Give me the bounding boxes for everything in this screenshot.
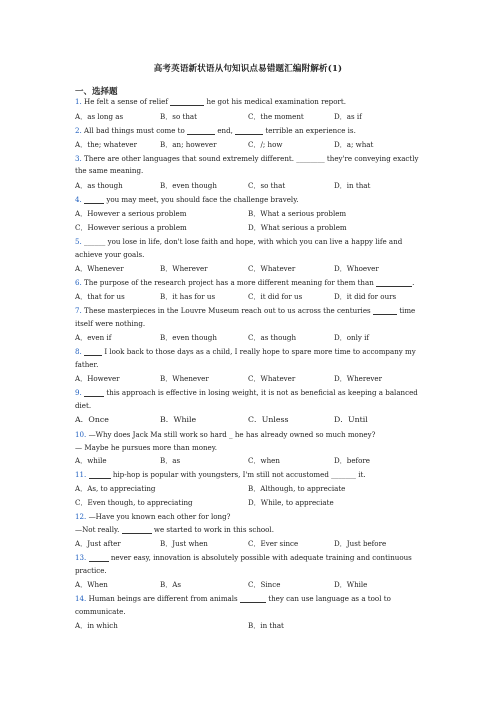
- question-1: 1. He felt a sense of relief he got his medical examination report.: [75, 97, 346, 106]
- option-a[interactable]: A．while: [75, 456, 107, 465]
- question-13: 13. never easy, innovation is absolutely possible with adequate training and continuous: [75, 553, 412, 562]
- option-c[interactable]: C．it did for us: [248, 292, 303, 301]
- answer-blank: [89, 554, 109, 562]
- option-a[interactable]: A．When: [75, 580, 108, 589]
- option-a[interactable]: A．Whenever: [75, 264, 124, 273]
- option-a[interactable]: A．as though: [75, 181, 123, 190]
- option-b[interactable]: B．Although, to appreciate: [248, 484, 346, 493]
- option-d[interactable]: D．Until: [334, 415, 368, 424]
- question-8: 8. I look back to those days as a child, I really hope to spare more time to accompany my: [75, 347, 416, 356]
- option-d[interactable]: D．a; what: [334, 140, 374, 149]
- option-b[interactable]: B．an; however: [160, 140, 217, 149]
- option-c[interactable]: C．so that: [248, 181, 286, 190]
- answer-blank: [84, 196, 104, 204]
- question-7: 7. These masterpieces in the Louvre Museum reach out to us across the centuries time: [75, 306, 416, 315]
- option-b[interactable]: B．While: [160, 415, 197, 424]
- option-c[interactable]: C．the moment: [248, 112, 304, 121]
- option-b[interactable]: B．Just when: [160, 539, 208, 548]
- answer-blank: [84, 389, 104, 397]
- answer-blank: [240, 595, 266, 603]
- section-heading: 一、选择题: [75, 87, 118, 97]
- option-d[interactable]: D．in that: [334, 181, 371, 190]
- option-b[interactable]: B．Wherever: [160, 264, 208, 273]
- answer-blank: [235, 127, 263, 135]
- question-12-cont: —Not really. we started to work in this school.: [75, 525, 274, 534]
- option-a[interactable]: A．the; whatever: [75, 140, 137, 149]
- question-5: 5. ______ you lose in life, don't lose faith and hope, with which you can live a happy life and: [75, 237, 403, 246]
- option-a[interactable]: A．even if: [75, 333, 112, 342]
- option-c[interactable]: C．Whatever: [248, 264, 296, 273]
- question-9-cont: diet.: [75, 401, 92, 410]
- answer-blank: [122, 526, 152, 534]
- option-c[interactable]: C．/; how: [248, 140, 283, 149]
- option-d[interactable]: D．Wherever: [334, 374, 383, 383]
- option-c[interactable]: C．Whatever: [248, 374, 296, 383]
- answer-blank: [376, 279, 412, 287]
- option-a[interactable]: A．Once: [75, 415, 109, 424]
- option-b[interactable]: B．it has for us: [160, 292, 216, 301]
- answer-blank: [373, 307, 397, 315]
- option-b[interactable]: B．As: [160, 580, 182, 589]
- question-10-cont: — Maybe he pursues more than money.: [75, 443, 218, 452]
- option-a[interactable]: A．that for us: [75, 292, 125, 301]
- question-5-cont: achieve your goals.: [75, 250, 145, 259]
- option-d[interactable]: D．only if: [334, 333, 370, 342]
- option-d[interactable]: D．as if: [334, 112, 362, 121]
- page-title: 高考英语新状语从句知识点易错题汇编附解析(1): [153, 64, 343, 74]
- option-b[interactable]: B．even though: [160, 181, 217, 190]
- option-c[interactable]: C．However serious a problem: [75, 223, 187, 232]
- question-12: 12. —Have you known each other for long?: [75, 512, 231, 521]
- question-3-cont: the same meaning.: [75, 166, 144, 175]
- option-a[interactable]: A．However: [75, 374, 120, 383]
- option-c[interactable]: C．Since: [248, 580, 281, 589]
- question-10: 10. —Why does Jack Ma still work so hard _ he has already owned so much money?: [75, 430, 376, 439]
- question-14-cont: communicate.: [75, 607, 126, 616]
- question-13-cont: practice.: [75, 566, 107, 575]
- option-b[interactable]: B．What a serious problem: [248, 209, 347, 218]
- option-c[interactable]: C．Unless: [248, 415, 289, 424]
- question-11: 11. hip-hop is popular with youngsters, I'm still not accustomed _______ it.: [75, 470, 366, 479]
- question-9: 9. this approach is effective in losing weight, it is not as beneficial as keeping a balanced: [75, 388, 418, 397]
- answer-blank: [84, 348, 102, 356]
- option-d[interactable]: D．it did for ours: [334, 292, 397, 301]
- option-b[interactable]: B．so that: [160, 112, 197, 121]
- question-14: 14. Human beings are different from animals they can use language as a tool to: [75, 594, 391, 603]
- option-a[interactable]: A．As, to appreciating: [75, 484, 156, 493]
- answer-blank: [89, 471, 111, 479]
- option-b[interactable]: B．as: [160, 456, 181, 465]
- option-d[interactable]: D．While, to appreciate: [248, 498, 334, 507]
- option-c[interactable]: C．as though: [248, 333, 297, 342]
- option-a[interactable]: A．Just after: [75, 539, 121, 548]
- question-2: 2. All bad things must come to end, terrible an experience is.: [75, 126, 356, 135]
- option-d[interactable]: D．While: [334, 580, 368, 589]
- answer-blank: [187, 127, 215, 135]
- question-3: 3. There are other languages that sound extremely different. ________ they're conveying exactly: [75, 154, 419, 163]
- option-b[interactable]: B．Whenever: [160, 374, 209, 383]
- option-d[interactable]: D．Whoever: [334, 264, 379, 273]
- option-a[interactable]: A．as long as: [75, 112, 124, 121]
- option-d[interactable]: D．before: [334, 456, 371, 465]
- option-a[interactable]: A．in which: [75, 621, 118, 630]
- option-c[interactable]: C．Even though, to appreciating: [75, 498, 193, 507]
- option-b[interactable]: B．in that: [248, 621, 284, 630]
- option-d[interactable]: D．What serious a problem: [248, 223, 347, 232]
- question-4: 4. you may meet, you should face the challenge bravely.: [75, 195, 299, 204]
- question-7-cont: itself were nothing.: [75, 319, 146, 328]
- option-d[interactable]: D．Just before: [334, 539, 387, 548]
- option-b[interactable]: B．even though: [160, 333, 217, 342]
- question-8-cont: father.: [75, 360, 99, 369]
- option-c[interactable]: C．Ever since: [248, 539, 299, 548]
- answer-blank: [170, 98, 204, 106]
- question-6: 6. The purpose of the research project has a more different meaning for them than .: [75, 278, 415, 287]
- option-a[interactable]: A．However a serious problem: [75, 209, 187, 218]
- option-c[interactable]: C．when: [248, 456, 280, 465]
